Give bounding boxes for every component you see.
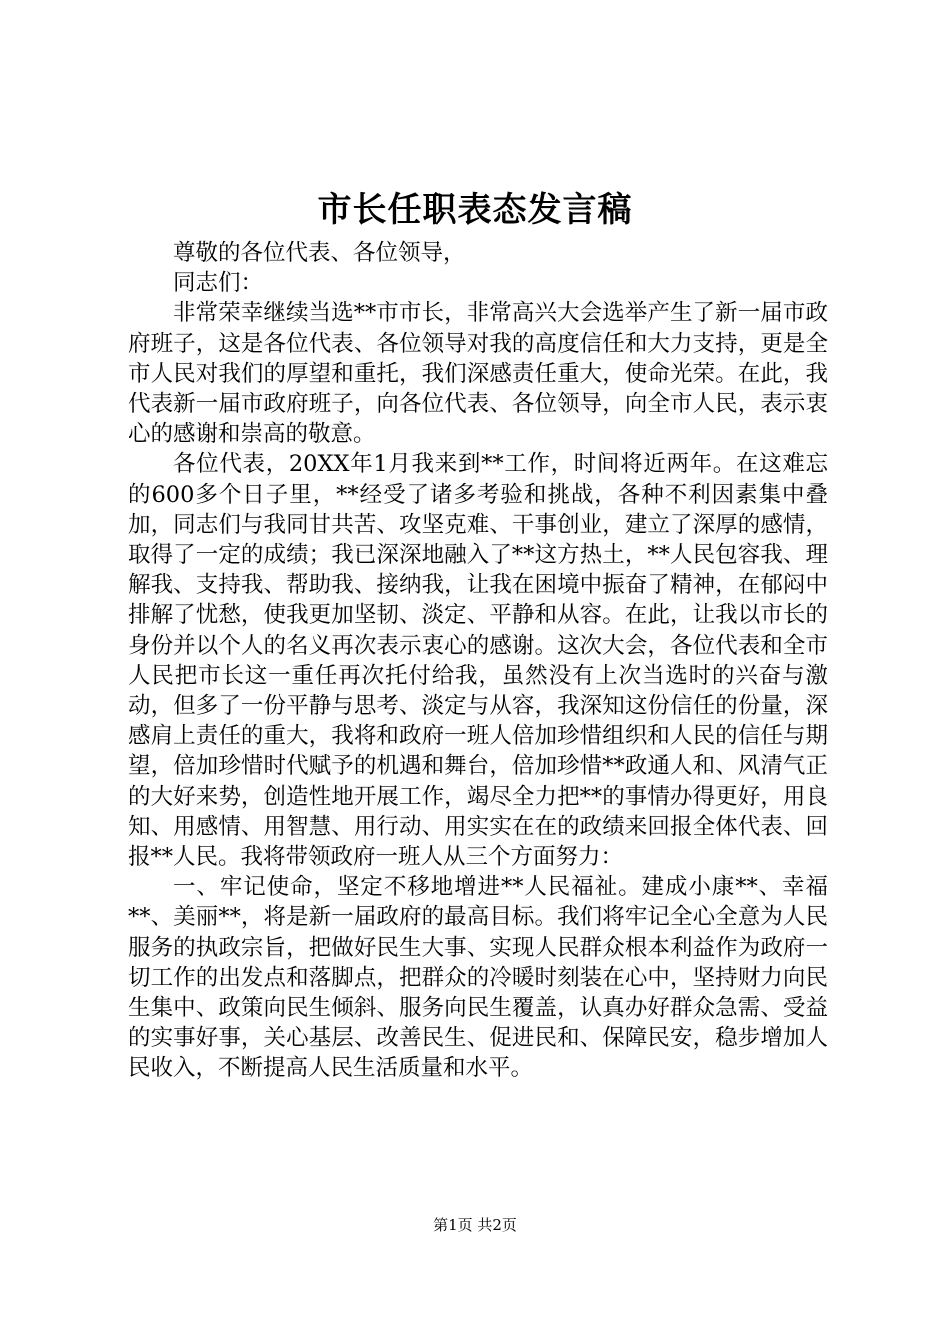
document-title: 市长任职表态发言稿 bbox=[317, 190, 633, 230]
body-paragraph-1: 非常荣幸继续当选**市市长，非常高兴大会选举产生了新一届市政府班子，这是各位代表、各位领导对我的高度信任和大力支持，更是全市人民对我们的厚望和重托，我们深感责任重大，使命光荣。在此，我代表新一届市政府班子，向各位代表、各位领导，向全市人民，表示衷心的感谢和崇高的敬意。 bbox=[128, 300, 828, 448]
page-footer: 第1页 共2页 bbox=[433, 1216, 517, 1234]
salutation-line-1: 尊敬的各位代表、各位领导， bbox=[173, 240, 466, 266]
document-body bbox=[128, 238, 828, 1084]
salutation-line-2: 同志们： bbox=[173, 270, 264, 297]
body-paragraph-2: 各位代表，20XX年1月我来到**工作，时间将近两年。在这难忘的600多个日子里，**经受了诸多考验和挑战，各种不利因素集中叠加，同志们与我同甘共苦、攻坚克难、干事创业，建立了深厚的感情，取得了一定的成绩；我已深深地融入了**这方热土，**人民包容我、理解我、支持我、帮助我、接纳我，让我在困境中振奋了精神，在郁闷中排解了忧愁，使我更加坚韧、淡定、平静和从容。在此，让我以市长的身份并以个人的名义再次表示衷心的感谢。这次大会，各位代表和全市人民把市长这一重任再次托付给我，虽然没有上次当选时的兴奋与激动，但多了一份平静与思考、淡定与从容，我深知这份信任的份量，深感肩上责任的重大，我将和政府一班人倍加珍惜组织和人民的信任与期望，倍加珍惜时代赋予的机遇和舞台，倍加珍惜**政通人和、风清气正的大好来势，创造性地开展工作，竭尽全力把**的事情办得更好，用良知、用感情、用智慧、用行动、用实实在在的政绩来回报全体代表、回报**人民。我将带领政府一班人从三个方面努力： bbox=[128, 451, 828, 871]
body-paragraph-3: 一、牢记使命，坚定不移地增进**人民福祉。建成小康**、幸福**、美丽**，将是新一届政府的最高目标。我们将牢记全心全意为人民服务的执政宗旨，把做好民生大事、实现人民群众根本利益作为政府一切工作的出发点和落脚点，把群众的冷暖时刻装在心中，坚持财力向民生集中、政策向民生倾斜、服务向民生覆盖，认真办好群众急需、受益的实事好事，关心基层、改善民生、促进民和、保障民安，稳步增加人民收入，不断提高人民生活质量和水平。 bbox=[128, 874, 828, 1082]
